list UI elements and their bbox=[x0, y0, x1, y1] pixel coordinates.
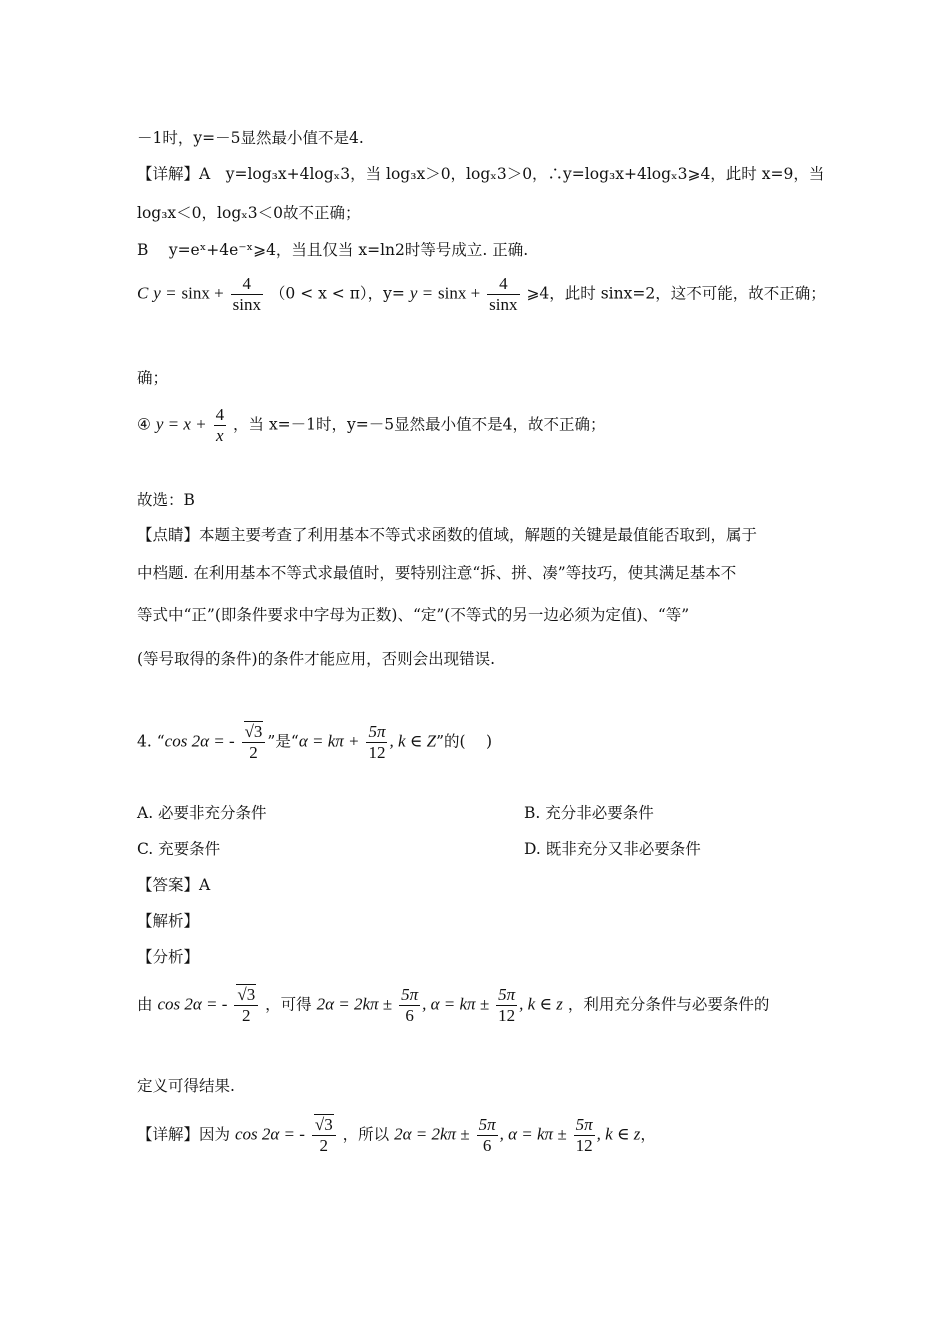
question-number: 4. bbox=[137, 732, 152, 751]
text-line: 确； bbox=[137, 369, 169, 387]
fenxi-label: 【分析】 bbox=[137, 948, 200, 966]
fraction: $\frac{4}{\sin x}$ bbox=[232, 274, 261, 314]
math-cos2a: cos 2α = - bbox=[157, 994, 228, 1014]
option-a: A. 必要非充分条件 bbox=[137, 804, 267, 822]
formula-line-c: C y = sinx + $\frac{4}{\sin x}$ （0 < x < π），y= y = sinx + $\frac{4}{\sin x}$ ⩾4，此时 sinx=2，这不可能，故不正确； bbox=[137, 274, 826, 314]
circled-four: ④ bbox=[137, 415, 151, 434]
option-b: B. 充分非必要条件 bbox=[524, 804, 654, 822]
option-d: D. 既非充分又非必要条件 bbox=[524, 840, 701, 858]
answer-label: 【答案】A bbox=[137, 876, 211, 894]
text-line: 等式中“正”(即条件要求中字母为正数)、“定”(不等式的另一边必须为定值)、“等” bbox=[137, 606, 690, 624]
text-line: 【详解】A y=log₃x+4logₓ3，当 log₃x＞0，logₓ3＞0，∴y=log₃x+4logₓ3⩾4，此时 x=9，当 bbox=[137, 165, 825, 183]
math-2alpha: 2α = 2kπ ± bbox=[316, 994, 393, 1014]
text-line: B y=eˣ+4e⁻ˣ⩾4，当且仅当 x=ln2时等号成立. 正确. bbox=[137, 241, 529, 259]
math-y-eq-x: y = x + bbox=[155, 414, 207, 434]
question-4: 4. “cos 2α = - $\frac{√3}{2}$ ”是“α = kπ + $\frac{5\pi}{12}$ , k ∈ Z”的( ) bbox=[137, 722, 493, 762]
text-tail: ⩾4，此时 sinx=2，这不可能，故不正确； bbox=[526, 284, 826, 303]
math-y-eq: y = bbox=[153, 283, 177, 303]
text-tail: ，当 x=－1时，y=－5显然最小值不是4，故不正确； bbox=[233, 415, 606, 434]
math-sinx: sinx bbox=[438, 283, 467, 303]
math-cos2a: cos 2α = - bbox=[164, 731, 235, 751]
math-alpha: α = kπ + bbox=[298, 731, 360, 751]
fraction: $\frac{5\pi}{12}$ bbox=[575, 1115, 593, 1155]
fraction: $\frac{5\pi}{12}$ bbox=[368, 722, 386, 762]
fraction: $\frac{4}{x}$ bbox=[215, 405, 225, 445]
text-line: (等号取得的条件)的条件才能应用，否则会出现错误. bbox=[137, 650, 496, 668]
formula-line-d bbox=[137, 405, 606, 446]
analysis-line: 由 cos 2α = - $\frac{√3}{2}$ ，可得 2α = 2kπ ± $\frac{5\pi}{6}$ , α = kπ ± $\frac{5\pi}{12}$ , k ∈ z ，利用充分条件与必要条件的 bbox=[137, 985, 770, 1025]
fraction: $\frac{√3}{2}$ bbox=[242, 722, 266, 763]
text-line: log₃x＜0，logₓ3＜0故不正确； bbox=[137, 204, 361, 222]
fraction: $\frac{5\pi}{12}$ bbox=[498, 985, 516, 1025]
text-line: 定义可得结果. bbox=[137, 1077, 235, 1095]
math-sinx: sinx bbox=[181, 283, 210, 303]
fraction: $\frac{√3}{2}$ bbox=[234, 985, 258, 1026]
text-line: 【点睛】本题主要考查了利用基本不等式求函数的值域，解题的关键是最值能否取到，属于 bbox=[137, 526, 758, 544]
fraction: $\frac{√3}{2}$ bbox=[312, 1115, 336, 1156]
analysis-label: 【解析】 bbox=[137, 912, 200, 930]
option-c: C. 充要条件 bbox=[137, 840, 221, 858]
fraction: $\frac{5\pi}{6}$ bbox=[401, 985, 419, 1025]
text-line: 中档题. 在利用基本不等式求最值时，要特别注意“拆、拼、凑”等技巧，使其满足基本不 bbox=[137, 564, 737, 582]
fraction: $\frac{5\pi}{6}$ bbox=[478, 1115, 496, 1155]
detail-line: 【详解】因为 cos 2α = - $\frac{√3}{2}$ ，所以 2α = 2kπ ± $\frac{5\pi}{6}$ , α = kπ ± $\frac{5\pi}{12}$ , k ∈ z， bbox=[137, 1115, 656, 1155]
text-line: －1时，y=－5显然最小值不是4. bbox=[137, 129, 364, 147]
math-y-eq: y = bbox=[409, 283, 434, 303]
fraction: $\frac{4}{\sin x}$ bbox=[489, 274, 518, 314]
math-cos2a: cos 2α = - bbox=[234, 1124, 305, 1144]
math-2alpha: 2α = 2kπ ± bbox=[394, 1124, 470, 1144]
label-c: C bbox=[137, 283, 149, 303]
text-line: 故选：B bbox=[137, 491, 195, 509]
condition-text: （0 < x < π），y= bbox=[269, 284, 405, 303]
